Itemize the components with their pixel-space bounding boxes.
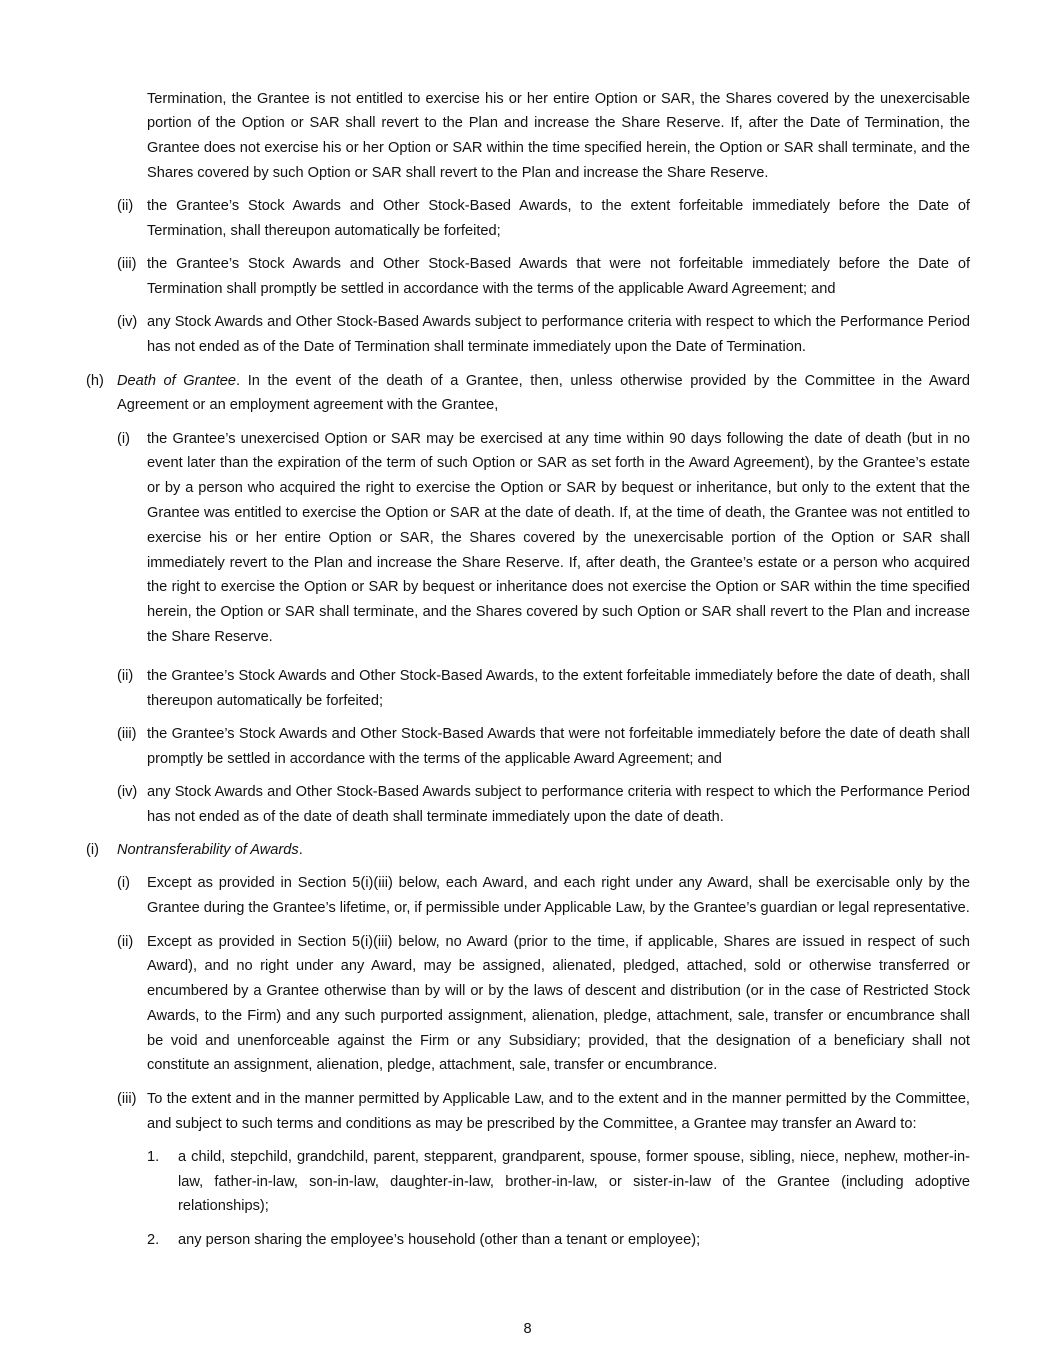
item-number: (i) bbox=[117, 430, 130, 447]
item-text: the Grantee’s Stock Awards and Other Stock-Based Awards that were not forfeitable immediately before the date of death shall promptly be settled in accordance with the terms of the applicable Award Agreement; and bbox=[147, 725, 970, 767]
item-number: (iii) bbox=[117, 1090, 137, 1107]
sub-item-number: 1. bbox=[147, 1148, 160, 1165]
section-h bbox=[86, 369, 970, 419]
list-item bbox=[117, 427, 970, 650]
section-title: Death of Grantee bbox=[117, 372, 237, 389]
list-item bbox=[117, 194, 970, 244]
item-text: any Stock Awards and Other Stock-Based Awards subject to performance criteria with respect to which the Performance Period has not ended as of the Date of Termination shall terminate immediately upon the Date of Termination. bbox=[147, 314, 970, 356]
sub-item-text: any person sharing the employee’s household (other than a tenant or employee); bbox=[178, 1231, 701, 1248]
item-number: (iv) bbox=[117, 314, 138, 331]
sub-list-item bbox=[147, 1145, 970, 1219]
section-i bbox=[86, 838, 970, 863]
list-item bbox=[117, 1087, 970, 1137]
list-item bbox=[117, 780, 970, 830]
item-number: (iv) bbox=[117, 784, 138, 801]
item-number: (ii) bbox=[117, 933, 134, 950]
document-body bbox=[86, 72, 970, 1261]
item-text: Except as provided in Section 5(i)(iii) below, each Award, and each right under any Award, shall be exercisable only by the Grantee during the Grantee’s lifetime, or, if permissible under Applicable Law, by the Grantee’s guardian or legal representative. bbox=[147, 875, 970, 917]
item-text: To the extent and in the manner permitted by Applicable Law, and to the extent and in the manner permitted by the Committee, and subject to such terms and conditions as may be prescribed by the Committee, a Grantee may transfer an Award to: bbox=[147, 1090, 970, 1132]
list-item bbox=[117, 722, 970, 772]
section-text: . In the event of the death of a Grantee, then, unless otherwise provided by the Committee in the Award Agreement or an employment agreement with the Grantee, bbox=[117, 372, 970, 414]
item-number: (iii) bbox=[117, 725, 137, 742]
section-title-suffix: . bbox=[298, 842, 303, 859]
section-number: (h) bbox=[86, 372, 104, 389]
item-text: the Grantee’s unexercised Option or SAR may be exercised at any time within 90 days following the date of death (but in no event later than the expiration of the term of such Option or SAR as set forth in the Award Agreement), by the Grantee’s estate or by a person who acquired the right to exercise the Option or SAR by bequest or inheritance, but only to the extent that the Grantee was entitled to exercise the Option or SAR at the date of death. If, at the time of death, the Grantee was not entitled to exercise his or her entire Option or SAR, the Shares covered by the unexercisable portion of the Option or SAR shall immediately revert to the Plan and increase the Share Reserve. If, after death, the Grantee’s estate or a person who acquired the right to exercise the Option or SAR by bequest or inheritance does not exercise the Option or SAR within the time specified herein, the Option or SAR shall terminate, and the Shares covered by such Option or SAR shall revert to the Plan and increase the Share Reserve. bbox=[147, 430, 970, 646]
item-number: (iii) bbox=[117, 256, 137, 273]
sub-list-item bbox=[147, 1228, 970, 1253]
section-number: (i) bbox=[86, 842, 99, 859]
list-item bbox=[117, 871, 970, 921]
item-text: the Grantee’s Stock Awards and Other Stock-Based Awards that were not forfeitable immediately before the Date of Termination shall promptly be settled in accordance with the terms of the applicable Award Agreement; and bbox=[147, 256, 970, 298]
section-title: Nontransferability of Awards bbox=[117, 842, 299, 859]
item-text: the Grantee’s Stock Awards and Other Stock-Based Awards, to the extent forfeitable immediately before the Date of Termination, shall thereupon automatically be forfeited; bbox=[147, 198, 970, 240]
sub-item-number: 2. bbox=[147, 1231, 160, 1248]
list-item bbox=[117, 664, 970, 714]
item-text: Except as provided in Section 5(i)(iii) below, no Award (prior to the time, if applicable, Shares are issued in respect of such Award), and no right under any Award, may be assigned, alienated, pledged, attached, sold or otherwise transferred or encumbered by a Grantee otherwise than by will or by the laws of descent and distribution (or in the case of Restricted Stock Awards, to the Firm) and any such purported assignment, alienation, pledge, attachment, sale, transfer or encumbrance shall be void and unenforceable against the Firm or any Subsidiary; provided, that the designation of a beneficiary shall not constitute an assignment, alienation, pledge, attachment, sale, transfer or encumbrance. bbox=[147, 933, 970, 1074]
continued-paragraph: Termination, the Grantee is not entitled to exercise his or her entire Option or SAR, the Shares covered by the unexercisable portion of the Option or SAR shall revert to the Plan and increase the Share Reserve. If, after the Date of Termination, the Grantee does not exercise his or her Option or SAR within the time specified herein, the Option or SAR shall terminate, and the Shares covered by such Option or SAR shall revert to the Plan and increase the Share Reserve. bbox=[147, 90, 970, 181]
page-number: 8 bbox=[523, 1321, 532, 1337]
item-number: (i) bbox=[117, 875, 130, 892]
item-text: any Stock Awards and Other Stock-Based Awards subject to performance criteria with respect to which the Performance Period has not ended as of the date of death shall terminate immediately upon the date of death. bbox=[147, 784, 970, 825]
sub-item-text: a child, stepchild, grandchild, parent, stepparent, grandparent, spouse, former spouse, sibling, niece, nephew, mother-in-law, father-in-law, son-in-law, daughter-in-law, brother-in-law, or sister-in-law of the Grantee (including adoptive relationships); bbox=[178, 1148, 970, 1215]
item-number: (ii) bbox=[117, 198, 134, 215]
item-text: the Grantee’s Stock Awards and Other Stock-Based Awards, to the extent forfeitable immediately before the date of death, shall thereupon automatically be forfeited; bbox=[147, 667, 970, 709]
list-item bbox=[117, 930, 970, 1079]
list-item bbox=[117, 252, 970, 302]
item-number: (ii) bbox=[117, 667, 134, 684]
list-item bbox=[117, 310, 970, 360]
